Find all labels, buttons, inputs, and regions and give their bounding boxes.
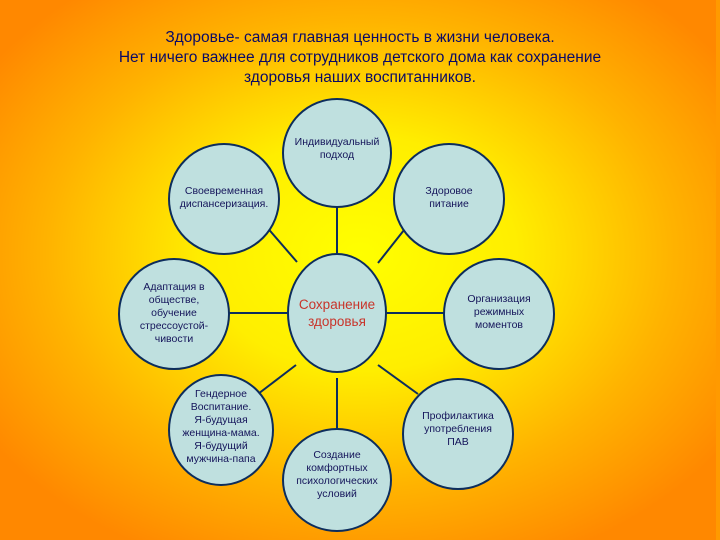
node-individual-approach-label	[282, 136, 392, 162]
center-line-1: Сохранение	[298, 297, 376, 312]
node-line: условий	[317, 488, 357, 500]
node-comfortable-conditions-label	[278, 449, 396, 501]
node-line: Гендерное	[195, 388, 247, 400]
node-line: Создание	[313, 449, 361, 461]
node-healthy-nutrition-label	[393, 185, 505, 211]
node-line: Воспитание.	[190, 401, 252, 413]
node-medical-examination-label	[160, 185, 288, 211]
node-line: употребления	[424, 423, 492, 435]
node-gender-education-label	[160, 388, 282, 466]
node-line: Я-будущий	[194, 440, 248, 452]
node-adaptation-label	[112, 281, 236, 346]
node-line: Адаптация в	[143, 281, 205, 293]
node-line: мужчина-папа	[186, 453, 256, 465]
node-line: ПАВ	[447, 436, 469, 448]
node-line: стрессоустой-	[139, 320, 209, 332]
node-line: Профилактика	[422, 410, 494, 422]
node-line: Здоровое	[425, 185, 473, 197]
node-line: режимных	[473, 306, 525, 318]
node-line: диспансеризация.	[179, 198, 269, 210]
node-line: Я-будущая	[194, 414, 248, 426]
node-line: Индивидуальный	[294, 136, 380, 148]
node-line: обществе,	[148, 294, 200, 306]
connector-lower-right	[378, 365, 418, 394]
node-line: чивости	[154, 333, 194, 345]
node-line: моментов	[474, 319, 524, 331]
node-line: психологических	[296, 475, 378, 487]
node-line: питание	[429, 198, 469, 210]
center-line-2: здоровья	[308, 314, 366, 329]
node-line: женщина-мама.	[182, 427, 260, 439]
node-line: комфортных	[306, 462, 368, 474]
title-line-1: Здоровье- самая главная ценность в жизни человека.	[165, 29, 555, 46]
title-line-2: Нет ничего важнее для сотрудников детского дома как сохранение	[118, 49, 602, 66]
node-regime-organization-label	[443, 293, 555, 332]
node-line: Своевременная	[184, 185, 264, 197]
node-line: подход	[319, 149, 355, 161]
node-line: обучение	[151, 307, 197, 319]
center-label	[287, 296, 387, 330]
right-edge-band	[716, 0, 720, 540]
node-line: Организация	[467, 293, 531, 305]
title-line-3: здоровья наших воспитанников.	[244, 69, 476, 86]
node-substance-prevention-label	[402, 410, 514, 449]
